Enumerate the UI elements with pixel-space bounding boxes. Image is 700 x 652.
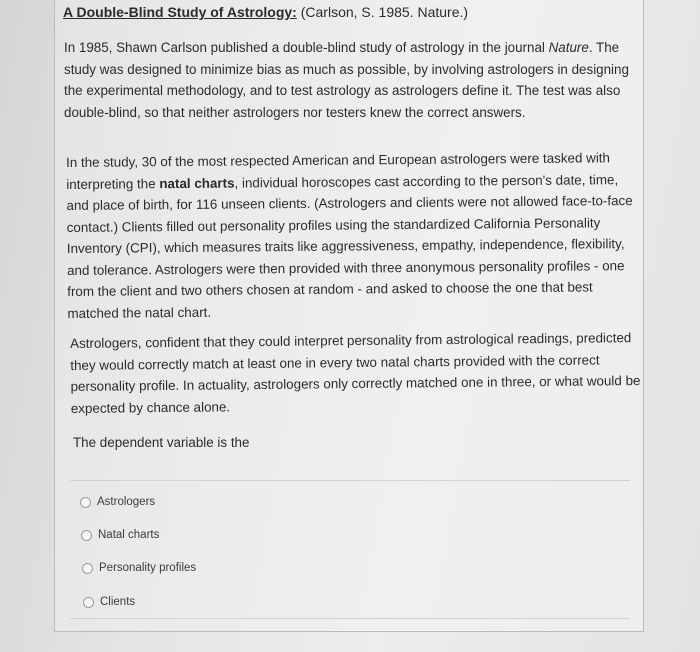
- options-top-divider: [70, 480, 630, 481]
- option-label: Astrologers: [97, 496, 156, 508]
- option-natal-charts[interactable]: [81, 529, 159, 541]
- paragraph-method: [66, 147, 637, 324]
- text-run: natal charts: [159, 175, 235, 191]
- option-label: Natal charts: [98, 529, 160, 541]
- radio-button[interactable]: [83, 597, 94, 608]
- text-run: . The study was designed to minimize bias as much as possible, by involving astrologers in designing the experimental methodology, and to test astrology as astrologers define it. The test was also double-blind, so that neither astrologers nor testers knew the correct answers.: [64, 40, 629, 120]
- radio-button[interactable]: [81, 530, 92, 541]
- radio-button[interactable]: [80, 497, 91, 508]
- study-citation: (Carlson, S. 1985. Nature.): [296, 4, 469, 20]
- study-heading: A Double-Blind Study of Astrology:: [63, 4, 297, 20]
- radio-button[interactable]: [82, 563, 93, 574]
- paragraph-result: [70, 327, 641, 419]
- option-label: Clients: [100, 596, 136, 608]
- paragraph-intro: [64, 37, 634, 123]
- option-clients[interactable]: [83, 596, 135, 608]
- option-personality-profiles[interactable]: [82, 562, 196, 574]
- options-bottom-divider: [70, 618, 630, 619]
- option-astrologers[interactable]: [80, 496, 155, 508]
- text-run: Nature: [548, 40, 589, 55]
- study-title: [63, 4, 468, 20]
- text-run: Astrologers, confident that they could interpret personality from astrological readings, predicted they would correctly match at least one in every two natal charts provided with the correct personality profile. In actuality, astrologers only correctly matched one in three, or what would be expected by chance alone.: [70, 330, 641, 416]
- question-prompt: The dependent variable is the: [73, 435, 250, 450]
- text-run: In 1985, Shawn Carlson published a double-blind study of astrology in the journal: [64, 40, 549, 55]
- option-label: Personality profiles: [99, 562, 197, 574]
- text-run: , individual horoscopes cast according to the person's date, time, and place of birth, for 116 unseen clients. (Astrologers and clients were not allowed face-to-face contact.) Clients filled out personality profiles using the standardized California Personality Inventory (CPI), which measures traits like aggressiveness, empathy, independence, flexibility, and tolerance. Astrologers were then provided with three anonymous personality profiles - one from the client and two others chosen at random - and asked to choose the one that best matched the natal chart.: [66, 171, 633, 321]
- text-run: In the study, 30 of the most respected American and European astrologers were tasked with interpreting the: [66, 150, 611, 192]
